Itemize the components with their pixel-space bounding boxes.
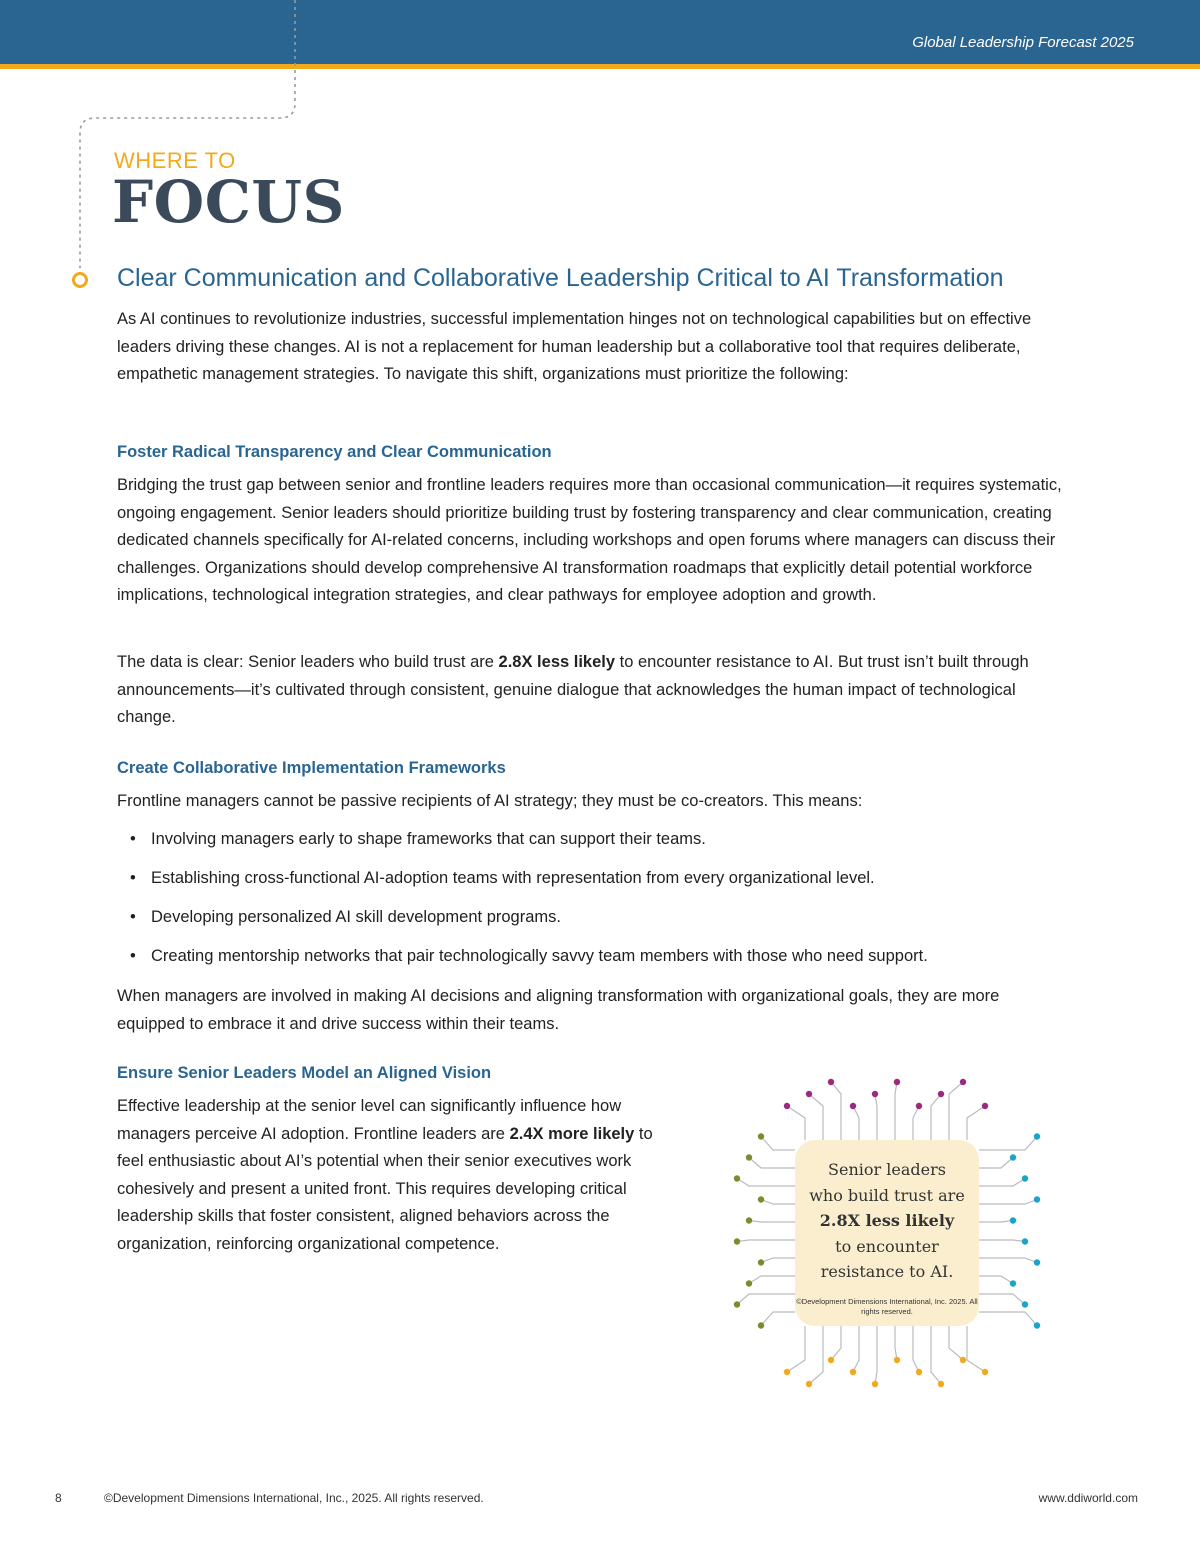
report-title: Global Leadership Forecast 2025 <box>912 34 1134 51</box>
circuit-node <box>758 1322 764 1328</box>
list-item: • Developing personalized AI skill development programs. <box>117 904 928 943</box>
circuit-node <box>758 1259 764 1265</box>
circuit-node <box>1010 1217 1016 1223</box>
circuit-node <box>734 1175 740 1181</box>
circuit-node <box>734 1238 740 1244</box>
frameworks-list <box>117 826 928 982</box>
callout-text: Senior leaders who build trust are 2.8X less likely to encounter resistance to AI. <box>795 1157 979 1285</box>
footer-website-link[interactable]: www.ddiworld.com <box>1038 1491 1138 1505</box>
circuit-node <box>1022 1238 1028 1244</box>
circuit-node <box>1022 1301 1028 1307</box>
callout-copyright: ©Development Dimensions International, Inc. 2025. All rights reserved. <box>796 1296 978 1316</box>
circuit-node <box>806 1381 812 1387</box>
heading-kicker: WHERE TO <box>114 148 236 173</box>
circuit-node <box>1034 1322 1040 1328</box>
circuit-node <box>850 1103 856 1109</box>
circuit-node <box>894 1357 900 1363</box>
vision-paragraph: Effective leadership at the senior level can significantly influence how managers perceive AI adoption. Frontline leaders are 2.4X more likely to feel enthusiastic about AI’s potential when their senior executives work cohesively and present a united front. This requires developing critical leadership skills that foster consistent, aligned behaviors across the organization, reinforcing organizational competence. <box>117 1097 653 1253</box>
section-marker-icon <box>74 274 87 287</box>
circuit-node <box>960 1079 966 1085</box>
circuit-node <box>1010 1280 1016 1286</box>
bullet-icon: • <box>130 869 136 887</box>
circuit-node <box>1022 1175 1028 1181</box>
circuit-node <box>828 1079 834 1085</box>
circuit-node <box>784 1369 790 1375</box>
circuit-node <box>806 1091 812 1097</box>
page-title: FOCUS <box>112 168 345 236</box>
vision-heading: Ensure Senior Leaders Model an Aligned Vision <box>117 1064 492 1082</box>
frameworks-outro: When managers are involved in making AI decisions and aligning transformation with organizational goals, they are more equipped to embrace it and drive success within their teams. <box>117 987 1000 1033</box>
intro-paragraph: As AI continues to revolutionize industries, successful implementation hinges not on technological capabilities but on effective leaders driving these changes. AI is not a replacement for human leadership but a collaborative tool that requires deliberate, empathetic management strategies. To navigate this shift, organizations must prioritize the following: <box>117 310 1032 383</box>
circuit-node <box>1034 1196 1040 1202</box>
circuit-node <box>1034 1259 1040 1265</box>
circuit-node <box>938 1091 944 1097</box>
circuit-node <box>1010 1154 1016 1160</box>
circuit-node <box>828 1357 834 1363</box>
circuit-node <box>938 1381 944 1387</box>
circuit-node <box>784 1103 790 1109</box>
bullet-icon: • <box>130 947 136 965</box>
circuit-node <box>982 1369 988 1375</box>
circuit-node <box>960 1357 966 1363</box>
enthusiasm-stat-highlight: 2.4X more likely <box>509 1124 635 1143</box>
circuit-node <box>746 1280 752 1286</box>
circuit-node <box>746 1154 752 1160</box>
bullet-icon: • <box>130 908 136 926</box>
circuit-node <box>758 1133 764 1139</box>
list-item: • Creating mentorship networks that pair technologically savvy team members with those who need support. <box>117 943 928 982</box>
circuit-node <box>894 1079 900 1085</box>
circuit-node <box>734 1301 740 1307</box>
list-item: • Involving managers early to shape frameworks that can support their teams. <box>117 826 928 865</box>
circuit-node <box>916 1369 922 1375</box>
trust-stat-paragraph: The data is clear: Senior leaders who build trust are 2.8X less likely to encounter resistance to AI. But trust isn’t built through announcements—it’s cultivated through consistent, genuine dialogue that acknowledges the human impact of technological change. <box>117 653 1029 726</box>
trust-stat-highlight: 2.8X less likely <box>498 653 616 671</box>
circuit-node <box>850 1369 856 1375</box>
frameworks-intro: Frontline managers cannot be passive recipients of AI strategy; they must be co-creators. This means: <box>117 792 863 810</box>
circuit-node <box>872 1091 878 1097</box>
bullet-icon: • <box>130 830 136 848</box>
section-title: Clear Communication and Collaborative Leadership Critical to AI Transformation <box>117 264 1004 292</box>
circuit-node <box>758 1196 764 1202</box>
circuit-node <box>872 1381 878 1387</box>
page-number: 8 <box>55 1491 62 1505</box>
circuit-node <box>746 1217 752 1223</box>
circuit-node <box>982 1103 988 1109</box>
transparency-paragraph: Bridging the trust gap between senior and frontline leaders requires more than occasional communication—it requires systematic, ongoing engagement. Senior leaders should prioritize building trust by fostering transparency and clear communication, creating dedicated channels specifically for AI-related concerns, including workshops and open forums where managers can discuss their challenges. Organizations should develop comprehensive AI transformation roadmaps that explicitly detail potential workforce implications, technological integration strategies, and clear pathways for employee adoption and growth. <box>117 476 1062 604</box>
callout-box <box>795 1140 979 1326</box>
callout-stat: 2.8X less likely <box>819 1211 955 1230</box>
transparency-heading: Foster Radical Transparency and Clear Communication <box>117 443 552 461</box>
footer-copyright: ©Development Dimensions International, Inc., 2025. All rights reserved. <box>104 1491 484 1505</box>
list-item: • Establishing cross-functional AI-adoption teams with representation from every organizational level. <box>117 865 928 904</box>
circuit-node <box>1034 1133 1040 1139</box>
frameworks-heading: Create Collaborative Implementation Frameworks <box>117 759 506 777</box>
circuit-node <box>916 1103 922 1109</box>
